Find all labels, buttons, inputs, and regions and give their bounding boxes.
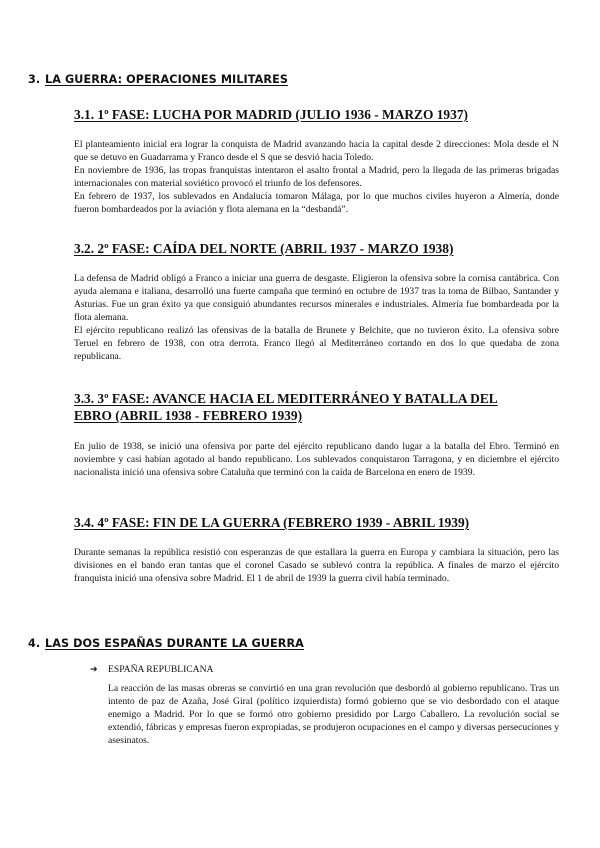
phase-2-paragraph: El ejército republicano realizó las ofensivas de la batalla de Brunete y Belchite, que no tuvieron éxito. La ofensiva sobre Teruel en febrero de 1938, con otra derrota. Franco llegó al Mediterráneo cortando en dos lo que quedaba de zona republicana.	[74, 325, 559, 362]
phase-4-heading: 3.4. 4º FASE: FIN DE LA GUERRA (FEBRERO 1939 - ABRIL 1939)	[74, 515, 470, 530]
republican-spain-bullet	[90, 663, 213, 677]
section-4-number: 4.	[28, 637, 41, 650]
section-3-heading	[28, 73, 288, 86]
phase-3-body	[74, 440, 559, 479]
phase-1-heading: 3.1. 1º FASE: LUCHA POR MADRID (JULIO 1936 - MARZO 1937)	[74, 107, 468, 122]
phase-2-body	[74, 272, 559, 363]
republican-spain-body	[108, 682, 559, 747]
phase-1-body	[74, 138, 559, 216]
phase-4-body	[74, 546, 559, 585]
bullet-label: ESPAÑA REPUBLICANA	[108, 664, 214, 675]
arrow-right-icon: ➔	[90, 665, 98, 675]
phase-3-heading: 3.3. 3º FASE: AVANCE HACIA EL MEDITERRÁNEO Y BATALLA DEL EBRO (ABRIL 1938 - FEBRERO 1939)	[74, 391, 498, 423]
section-4-heading	[28, 637, 304, 650]
phase-4-paragraph: Durante semanas la república resistió con esperanzas de que estallara la guerra en Europa y cambiara la situación, pero las divisiones en el bando eran tantas que el coronel Casado se sublevó contra la república. A finales de marzo el ejército franquista inició una ofensiva sobre Madrid. El 1 de abril de 1939 la guerra civil había terminado.	[74, 547, 559, 584]
phase-3-paragraph: En julio de 1938, se inició una ofensiva por parte del ejército republicano dando lugar a la batalla del Ebro. Terminó en noviembre y casi habían agotado al bando republicano. Los sublevados conquistaron Tarragona, y en diciembre el ejército nacionalista inició una ofensiva sobre Cataluña que terminó con la caída de Barcelona en enero de 1939.	[74, 441, 559, 478]
phase-2-heading: 3.2. 2º FASE: CAÍDA DEL NORTE (ABRIL 1937 - MARZO 1938)	[74, 241, 454, 256]
phase-1-paragraph: El planteamiento inicial era lograr la conquista de Madrid avanzando hacia la capital desde 2 direcciones: Mola desde el N que se detuvo en Guadarrama y Franco desde el S que se desvió hacia Toledo.	[74, 139, 559, 163]
section-3-title: LA GUERRA: OPERACIONES MILITARES	[45, 73, 289, 86]
republican-spain-paragraph: La reacción de las masas obreras se convirtió en una gran revolución que desbordó al gobierno republicano. Tras un intento de paz de Azaña, José Giral (político izquierdista) formó gobierno que se vio desbordado con el ataque enemigo a Madrid. Por lo que se formó otro gobierno presidido por Largo Caballero. La revolución social se extendió, fábricas y empresas fueron expropiadas, se produjeron ocupaciones en el campo y diversas persecuciones y asesinatos.	[108, 683, 559, 746]
phase-2-paragraph: La defensa de Madrid obligó a Franco a iniciar una guerra de desgaste. Eligieron la ofensiva sobre la cornisa cantábrica. Con ayuda alemana e italiana, desarrolló una fuerte campaña que terminó en octubre de 1937 tras la toma de Bilbao, Santander y Asturias. Fue un gran éxito ya que consiguió abundantes recursos minerales e industriales. Almería fue bombardeada por la flota alemana.	[74, 273, 559, 323]
phase-1-paragraph: En febrero de 1937, los sublevados en Andalucía tomaron Málaga, por lo que muchos civiles huyeron a Almería, donde fueron bombardeados por la aviación y flota alemana en la “desbandá”.	[74, 191, 559, 215]
section-3-number: 3.	[28, 73, 41, 86]
section-4-title: LAS DOS ESPAÑAS DURANTE LA GUERRA	[45, 637, 304, 650]
phase-1-paragraph: En noviembre de 1936, las tropas franquistas intentaron el asalto frontal a Madrid, pero la llegada de las primeras brigadas internacionales con material soviético provocó el triunfo de los defensores.	[74, 165, 559, 189]
